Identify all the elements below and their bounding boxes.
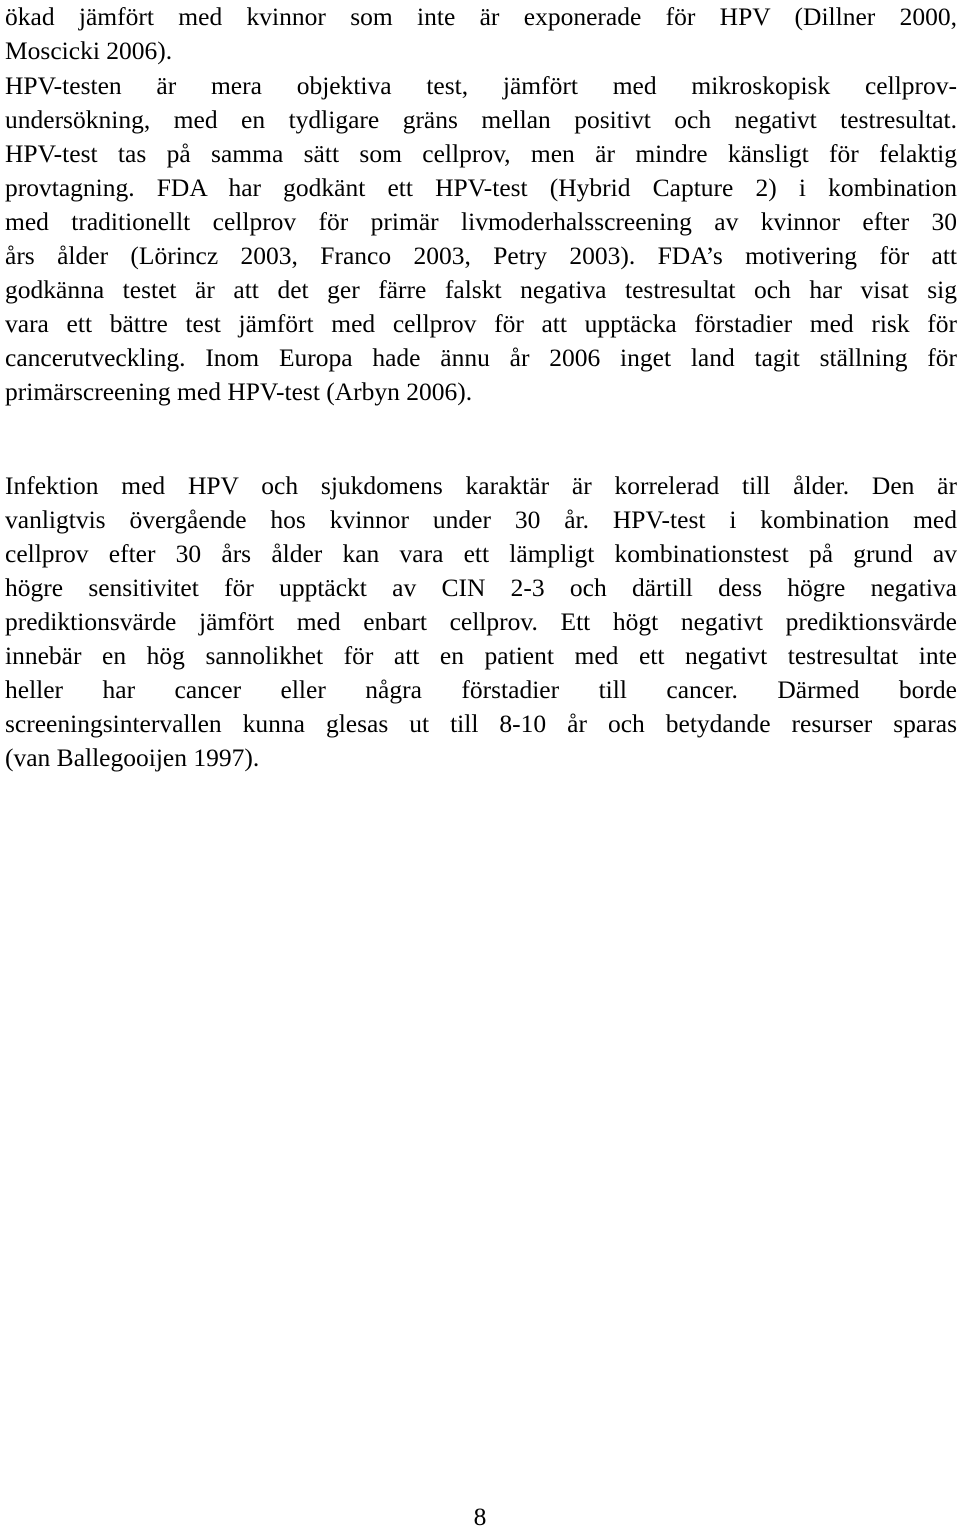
text-line: prediktionsvärde jämfört med enbart cellprov. Ett högt negativt prediktionsvärde	[5, 607, 957, 636]
text-line: primärscreening med HPV-test (Arbyn 2006).	[5, 377, 473, 406]
text-line: med traditionellt cellprov för primär livmoderhalsscreening av kvinnor efter 30	[5, 207, 957, 236]
paragraph-hpv-test	[5, 69, 957, 409]
text-line: (van Ballegooijen 1997).	[5, 743, 260, 772]
text-line: års ålder (Lörincz 2003, Franco 2003, Petry 2003). FDA’s motivering för att	[5, 241, 957, 270]
text-line: screeningsintervallen kunna glesas ut till 8-10 år och betydande resurser sparas	[5, 709, 957, 738]
text-line: innebär en hög sannolikhet för att en patient med ett negativt testresultat inte	[5, 641, 957, 670]
text-line: cancerutveckling. Inom Europa hade ännu år 2006 inget land tagit ställning för	[5, 343, 957, 372]
text-line: Moscicki 2006).	[5, 36, 173, 65]
text-line: HPV-testen är mera objektiva test, jämfört med mikroskopisk cellprov-	[5, 71, 957, 100]
text-line: Infektion med HPV och sjukdomens karaktär är korrelerad till ålder. Den är	[5, 471, 957, 500]
text-line: undersökning, med en tydligare gräns mellan positivt och negativt testresultat.	[5, 105, 957, 134]
text-line: provtagning. FDA har godkänt ett HPV-test (Hybrid Capture 2) i kombination	[5, 173, 957, 202]
text-line: godkänna testet är att det ger färre falskt negativa testresultat och har visat sig	[5, 275, 957, 304]
text-line: ökad jämfört med kvinnor som inte är exponerade för HPV (Dillner 2000,	[5, 2, 957, 31]
text-line: cellprov efter 30 års ålder kan vara ett lämpligt kombinationstest på grund av	[5, 539, 957, 568]
paragraph-continuation	[5, 0, 957, 68]
text-line: heller har cancer eller några förstadier till cancer. Därmed borde	[5, 675, 957, 704]
text-line: vanligtvis övergående hos kvinnor under 30 år. HPV-test i kombination med	[5, 505, 957, 534]
text-line: HPV-test tas på samma sätt som cellprov, men är mindre känsligt för felaktig	[5, 139, 957, 168]
page-number: 8	[473, 1502, 487, 1531]
paragraph-infection-age	[5, 469, 957, 775]
text-line: högre sensitivitet för upptäckt av CIN 2-3 och därtill dess högre negativa	[5, 573, 957, 602]
text-line: vara ett bättre test jämfört med cellprov för att upptäcka förstadier med risk för	[5, 309, 957, 338]
